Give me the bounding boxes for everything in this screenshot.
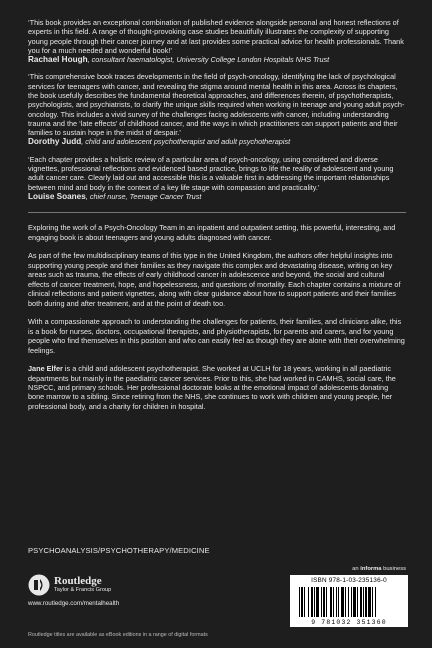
informa-suffix: business [381, 566, 406, 572]
barcode-bar [348, 587, 349, 617]
endorser-role: , child and adolescent psychotherapist and adult psychotherapist [81, 137, 291, 147]
isbn-barcode [290, 575, 408, 627]
barcode-bar [336, 587, 337, 617]
author-bio [28, 364, 406, 411]
endorser-name: Rachael Hough [28, 55, 88, 65]
endorser-name: Louise Soanes [28, 191, 86, 201]
barcode-bar [368, 587, 371, 617]
barcode-bar [357, 587, 358, 617]
barcode-bar [372, 587, 373, 617]
barcode-bar [321, 587, 322, 617]
publisher-logo-text [54, 576, 111, 594]
endorsement [28, 72, 406, 147]
barcode-bar [353, 587, 356, 617]
barcode-bars [299, 587, 403, 617]
endorsement-attribution [28, 137, 406, 147]
informa-business-label [352, 566, 406, 572]
barcode-bar [341, 587, 344, 617]
text-column [28, 18, 406, 420]
author-name: Jane Elfer [28, 364, 63, 374]
publisher-logo [28, 574, 228, 596]
barcode-bar [375, 587, 376, 617]
routledge-logo-icon [28, 574, 50, 596]
endorsement-attribution [28, 192, 406, 202]
barcode-bar [308, 587, 309, 617]
isbn-number: ISBN 978-1-03-235136-0 [311, 577, 387, 584]
endorsement-quote: ‘Each chapter provides a holistic review of a particular area of psych-oncology, using considered and diverse vignettes, professional reflections and evidenced based practice, brings to life the reality of adolescent and young adult cancer care. Clearly laid out and accessible this is a valuable first in addressing the important relationships between mind and body in the context of a key life stage with compassion and practicality.’ [28, 154, 394, 192]
barcode-bar [330, 587, 332, 617]
barcode-bar [301, 587, 303, 617]
publisher-group: Taylor & Francis Group [54, 587, 112, 594]
endorsement [28, 18, 406, 65]
author-bio-text: is a child and adolescent psychotherapist. She worked at UCLH for 18 years, working in all paediatric departments but mainly in the paediatric cancer services. Prior to this, she had worked in CAMHS, social care, the NSPCC, and primary schools. Her professional doctorate looks at the emotional impact of adolescents donating bone marrow to a sibling. Since retiring from the NHS, she continues to work with children and young people, her professional body, and a charity for children in hospital. [28, 364, 396, 411]
informa-prefix: an [352, 566, 361, 572]
barcode-bar [351, 587, 352, 617]
description-paragraph: With a compassionate approach to understanding the challenges for patients, their families, and clinicians alike, this is a book for nurses, doctors, occupational therapists, and physiotherapists, for parents and carers, and for young people who find themselves in this position and who can easily feel as though they are alone with their overwhelming feelings. [28, 317, 405, 355]
barcode-bar [333, 587, 334, 617]
endorsement-quote: ‘This comprehensive book traces developments in the field of psych-oncology, identifying the lack of psychological services for teenagers with cancer, and revealing the stigma around mental health in this area. Across its chapters, the book usefully describes the fundamental theoretical approaches, and differences therein, of psychotherapists, psychologists, and psychiatrists, to clarify the unique skills required when working in teenage and young adult psych-oncology. This includes a vivid survey of the challenges facing adolescents with cancer, including understanding trauma and the ‘late effects’ of childhood cancer, and the ways in which practitioners can support patients and their families to sustain hope in the midst of despair.’ [28, 72, 405, 138]
endorser-role: , consultant haematologist, University College London Hospitals NHS Trust [87, 55, 330, 65]
barcode-digits: 9 781032 351360 [311, 619, 387, 626]
barcode-bar [304, 587, 305, 617]
ebook-footnote: Routledge titles are available as eBook editions in a range of digital formats [28, 632, 208, 638]
barcode-bar [338, 587, 339, 617]
barcode-bar [323, 587, 325, 617]
barcode-bar [316, 587, 319, 617]
subject-categories: PSYCHOANALYSIS/PSYCHOTHERAPY/MEDICINE [28, 546, 210, 555]
publisher-name: Routledge [54, 575, 102, 588]
endorsement-attribution [28, 55, 406, 65]
endorser-name: Dorothy Judd [28, 137, 82, 147]
endorsement [28, 155, 406, 202]
barcode-bar [314, 587, 315, 617]
description-paragraph: As part of the few multidisciplinary teams of this type in the United Kingdom, the authors offer helpful insights into supporting young people and their families as they navigate this complex and devastating disease, writing on key areas such as trauma, the effects of early childhood cancer in adolescence and beyond, the social and cultural effects of cancer treatment, hope, and hopelessness, and questions of mortality. Each chapter contains a mixture of clinical reflections and patient vignettes, along with clear guidance about how to support patients and their families both during and after treatment, and at the point of death too. [28, 251, 401, 308]
publisher-block [28, 574, 228, 607]
description-paragraph: Exploring the work of a Psych-Oncology Team in an inpatient and outpatient setting, this powerful, interesting, and engaging book is about teenagers and young adults diagnosed with cancer. [28, 223, 396, 242]
section-divider [28, 212, 406, 213]
barcode-bar [360, 587, 362, 617]
barcode-bar [299, 587, 300, 617]
publisher-url: www.routledge.com/mentalhealth [28, 600, 120, 607]
endorser-role: , chief nurse, Teenage Cancer Trust [85, 191, 202, 201]
barcode-bar [345, 587, 346, 617]
barcode-bar [326, 587, 327, 617]
barcode-bar [365, 587, 367, 617]
endorsement-quote: ‘This book provides an exceptional combination of published evidence alongside personal and honest reflections of experts in this field. A range of thought-provoking case studies beautifully illustrates the complexity of supporting young people through their cancer journey and at last provides some practical advice for health professionals. Thank you for a much needed and wonderful book!’ [28, 18, 404, 55]
informa-name: informa [360, 566, 382, 572]
barcode-bar [311, 587, 313, 617]
barcode-bar [363, 587, 364, 617]
